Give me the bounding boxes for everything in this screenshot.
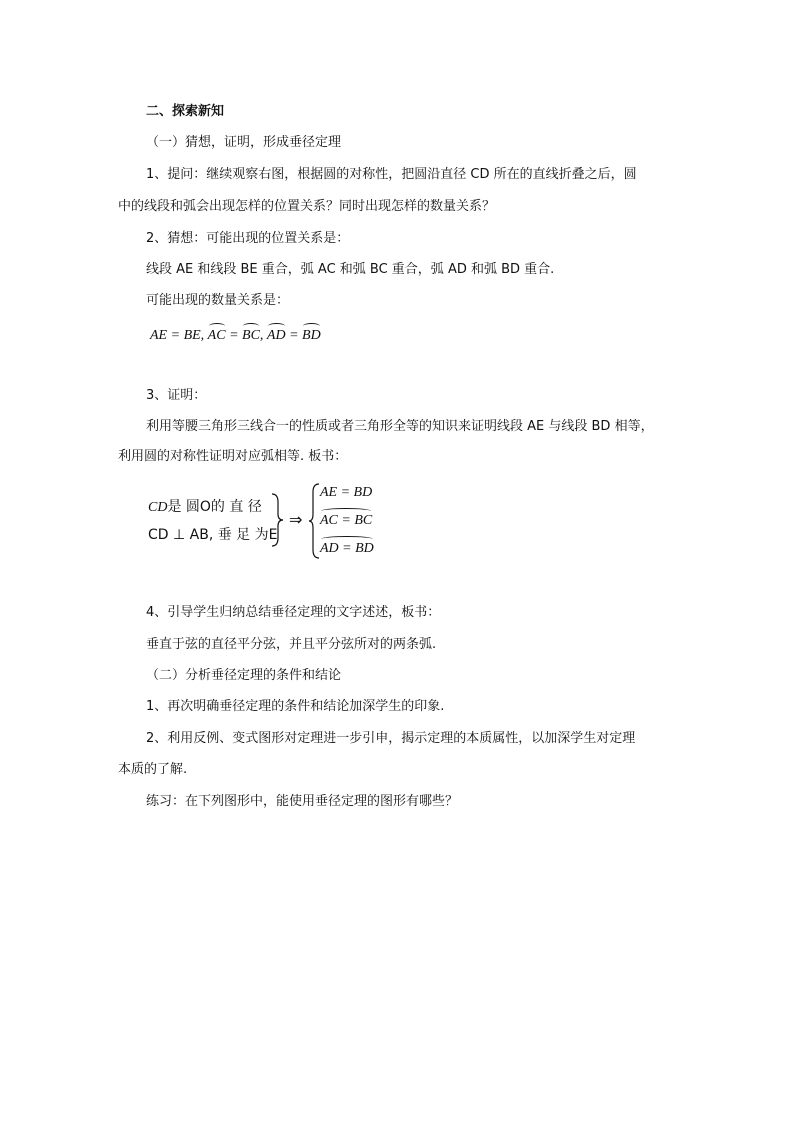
eq-be: BE — [183, 328, 201, 343]
proof-cd: CD — [148, 500, 168, 515]
result-2-arcs: AC = BC — [320, 513, 373, 528]
paragraph-9: 1、再次明确垂径定理的条件和结论加深学生的印象. — [146, 699, 445, 714]
paragraph-2: 2、猜想：可能出现的位置关系是： — [146, 231, 350, 246]
paragraph-10-line-1: 2、利用反例、变式图形对定理进一步引申，揭示定理的本质属性，以加深学生对定理 — [146, 731, 636, 746]
eq-ae: AE — [150, 328, 168, 343]
eq-sign: = — [167, 328, 184, 343]
paragraph-3: 线段 AE 和线段 BE 重合，弧 AC 和弧 BC 重合，弧 AD 和弧 BD 重合. — [146, 262, 555, 277]
quantity-equation — [150, 327, 321, 345]
result-1: AE = BD — [320, 485, 373, 500]
eq-separator: , — [259, 328, 267, 343]
left-brace-icon — [308, 482, 320, 560]
paragraph-5: 3、证明： — [146, 388, 207, 403]
result-3 — [320, 540, 374, 558]
proof-condition-1 — [148, 498, 262, 517]
paragraph-11: 练习：在下列图形中，能使用垂径定理的图形有哪些？ — [146, 794, 459, 809]
arc-ad: AD — [266, 328, 286, 343]
proof-condition-1-text: 是 圆O的 直 径 — [167, 499, 262, 515]
eq-sign: = — [285, 328, 303, 343]
paragraph-1-line-1: 1、提问：继续观察右图，根据圆的对称性，把圆沿直径 CD 所在的直线折叠之后，圆 — [146, 167, 637, 182]
result-3-arcs: AD = BD — [320, 541, 374, 556]
arc-bc: BC — [242, 328, 260, 343]
paragraph-4: 可能出现的数量关系是： — [146, 293, 290, 308]
paragraph-7: 4、引导学生归纳总结垂径定理的文字述述，板书： — [146, 605, 441, 620]
arc-bd: BD — [302, 328, 321, 343]
paragraph-6-line-2: 利用圆的对称性证明对应弧相等. 板书： — [118, 449, 348, 464]
paragraph-6-line-1: 利用等腰三角形三线合一的性质或者三角形全等的知识来证明线段 AE 与线段 BD 相等， — [146, 419, 654, 434]
subsection-title-1: （一）猜想，证明，形成垂径定理 — [146, 135, 342, 150]
result-2 — [320, 512, 372, 530]
arc-ac: AC — [207, 328, 226, 343]
paragraph-10-line-2: 本质的了解. — [118, 762, 188, 777]
right-brace-icon — [270, 492, 284, 548]
eq-separator: , — [200, 328, 208, 343]
implies-arrow: ⇒ — [289, 510, 303, 529]
paragraph-1-line-2: 中的线段和弧会出现怎样的位置关系？同时出现怎样的数量关系？ — [118, 199, 496, 214]
section-title: 二、探索新知 — [146, 104, 225, 119]
eq-sign: = — [225, 328, 243, 343]
paragraph-8: 垂直于弦的直径平分弦，并且平分弦所对的两条弧. — [146, 637, 437, 652]
proof-condition-2: CD ⊥ AB, 垂 足 为E — [148, 527, 278, 543]
subsection-title-2: （二）分析垂径定理的条件和结论 — [146, 668, 342, 683]
